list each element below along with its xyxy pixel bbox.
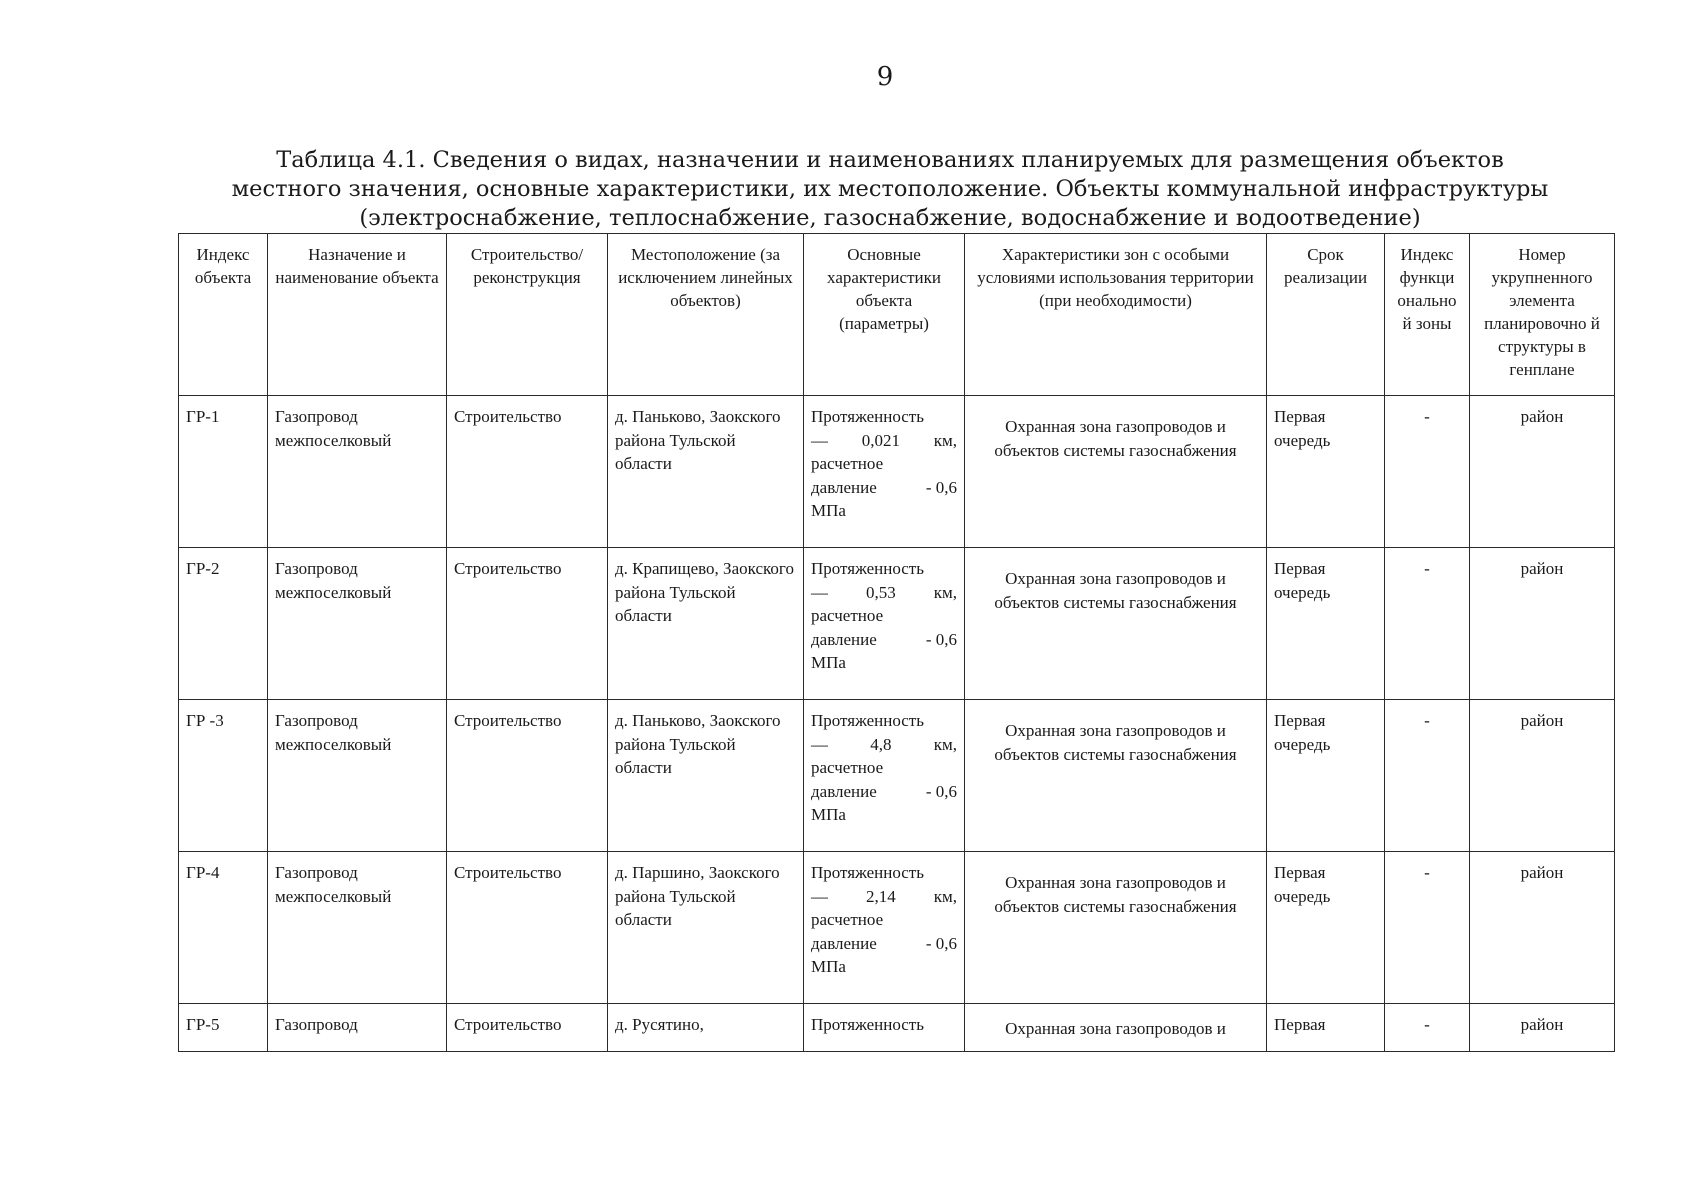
params-line: расчетное — [811, 910, 884, 929]
params-pressure-unit: МПа — [811, 653, 846, 672]
index-cell: ГР -3 — [179, 700, 268, 852]
type-cell: Строительство — [447, 852, 608, 1004]
params-line: расчетное — [811, 454, 884, 473]
params-pressure: - 0,6 — [925, 629, 957, 649]
params-length-line — [811, 885, 957, 909]
params-pressure: - 0,6 — [925, 477, 957, 497]
term-cell: Первая очередь — [1267, 852, 1385, 1004]
params-line: Протяженность — [811, 863, 924, 882]
location-cell: д. Русятино, — [608, 1004, 804, 1052]
func-zone-cell: - — [1385, 396, 1470, 548]
params-line: расчетное — [811, 606, 884, 625]
table-row — [179, 852, 1615, 1004]
params-pressure-line — [811, 932, 957, 956]
func-zone-cell: - — [1385, 852, 1470, 1004]
params-pressure-label: давление — [811, 477, 877, 497]
element-cell: район — [1470, 396, 1615, 548]
params-pressure-label: давление — [811, 629, 877, 649]
func-zone-cell: - — [1385, 700, 1470, 852]
element-cell: район — [1470, 700, 1615, 852]
params-pressure-label: давление — [811, 933, 877, 953]
params-dash: — — [811, 886, 828, 906]
term-cell: Первая — [1267, 1004, 1385, 1052]
location-cell: д. Паньково, Заокского района Тульской области — [608, 700, 804, 852]
params-cell — [804, 548, 965, 700]
params-length-line — [811, 733, 957, 757]
table-row — [179, 548, 1615, 700]
params-length: 2,14 — [865, 886, 896, 906]
zone-cell: Охранная зона газопроводов и объектов системы газоснабжения — [965, 396, 1267, 548]
params-unit: км, — [933, 886, 957, 906]
params-unit: км, — [933, 582, 957, 602]
header-cell: Назначение и наименование объекта — [268, 234, 447, 396]
name-cell: Газопровод межпоселковый — [268, 700, 447, 852]
params-pressure-unit: МПа — [811, 805, 846, 824]
params-length: 0,53 — [865, 582, 896, 602]
params-length: 4,8 — [870, 734, 892, 754]
params-pressure-unit: МПа — [811, 501, 846, 520]
header-cell: Основные характеристики объекта (параметры) — [804, 234, 965, 396]
type-cell: Строительство — [447, 548, 608, 700]
params-length-line — [811, 429, 957, 453]
location-cell: д. Паршино, Заокского района Тульской области — [608, 852, 804, 1004]
params-pressure-unit: МПа — [811, 957, 846, 976]
zone-cell: Охранная зона газопроводов и объектов системы газоснабжения — [965, 852, 1267, 1004]
term-cell: Первая очередь — [1267, 396, 1385, 548]
type-cell: Строительство — [447, 396, 608, 548]
params-pressure: - 0,6 — [925, 781, 957, 801]
params-pressure-line — [811, 780, 957, 804]
type-cell: Строительство — [447, 700, 608, 852]
params-pressure: - 0,6 — [925, 933, 957, 953]
params-pressure-label: давление — [811, 781, 877, 801]
header-cell: Номер укрупненного элемента планировочно й структуры в генплане — [1470, 234, 1615, 396]
header-cell: Индекс функци онально й зоны — [1385, 234, 1470, 396]
objects-table — [178, 233, 1615, 1052]
type-cell: Строительство — [447, 1004, 608, 1052]
element-cell: район — [1470, 852, 1615, 1004]
location-cell: д. Паньково, Заокского района Тульской области — [608, 396, 804, 548]
table-header-row — [179, 234, 1615, 396]
table-row — [179, 1004, 1615, 1052]
index-cell: ГР-5 — [179, 1004, 268, 1052]
element-cell: район — [1470, 548, 1615, 700]
location-cell: д. Крапищево, Заокского района Тульской области — [608, 548, 804, 700]
params-cell: Протяженность — [804, 1004, 965, 1052]
params-pressure-line — [811, 628, 957, 652]
params-cell — [804, 852, 965, 1004]
header-cell: Характеристики зон с особыми условиями использования территории (при необходимости) — [965, 234, 1267, 396]
params-unit: км, — [933, 430, 957, 450]
params-dash: — — [811, 430, 828, 450]
name-cell: Газопровод межпоселковый — [268, 396, 447, 548]
table-row — [179, 700, 1615, 852]
header-cell: Индекс объекта — [179, 234, 268, 396]
params-length: 0,021 — [861, 430, 900, 450]
name-cell: Газопровод межпоселковый — [268, 548, 447, 700]
params-line: Протяженность — [811, 407, 924, 426]
func-zone-cell: - — [1385, 1004, 1470, 1052]
zone-cell: Охранная зона газопроводов и объектов системы газоснабжения — [965, 700, 1267, 852]
table-row — [179, 396, 1615, 548]
page-number: 9 — [876, 62, 894, 92]
header-cell: Срок реализации — [1267, 234, 1385, 396]
element-cell: район — [1470, 1004, 1615, 1052]
params-cell — [804, 700, 965, 852]
name-cell: Газопровод — [268, 1004, 447, 1052]
params-dash: — — [811, 582, 828, 602]
header-cell: Местоположение (за исключением линейных объектов) — [608, 234, 804, 396]
term-cell: Первая очередь — [1267, 700, 1385, 852]
term-cell: Первая очередь — [1267, 548, 1385, 700]
zone-cell: Охранная зона газопроводов и объектов системы газоснабжения — [965, 548, 1267, 700]
zone-cell: Охранная зона газопроводов и — [965, 1004, 1267, 1052]
index-cell: ГР-2 — [179, 548, 268, 700]
params-pressure-line — [811, 476, 957, 500]
header-cell: Строительство/ реконструкция — [447, 234, 608, 396]
params-line: расчетное — [811, 758, 884, 777]
params-cell — [804, 396, 965, 548]
table-caption: Таблица 4.1. Сведения о видах, назначении и наименованиях планируемых для размещения объектов местного значения, основные характеристики, их местоположение. Объекты коммунальной инфраструктуры (электроснабжение, теплоснабжение, газоснабжение, водоснабжение и водоотведение) — [231, 147, 1549, 231]
params-unit: км, — [933, 734, 957, 754]
params-dash: — — [811, 734, 828, 754]
params-length-line — [811, 581, 957, 605]
params-line: Протяженность — [811, 711, 924, 730]
func-zone-cell: - — [1385, 548, 1470, 700]
index-cell: ГР-4 — [179, 852, 268, 1004]
params-line: Протяженность — [811, 559, 924, 578]
index-cell: ГР-1 — [179, 396, 268, 548]
name-cell: Газопровод межпоселковый — [268, 852, 447, 1004]
